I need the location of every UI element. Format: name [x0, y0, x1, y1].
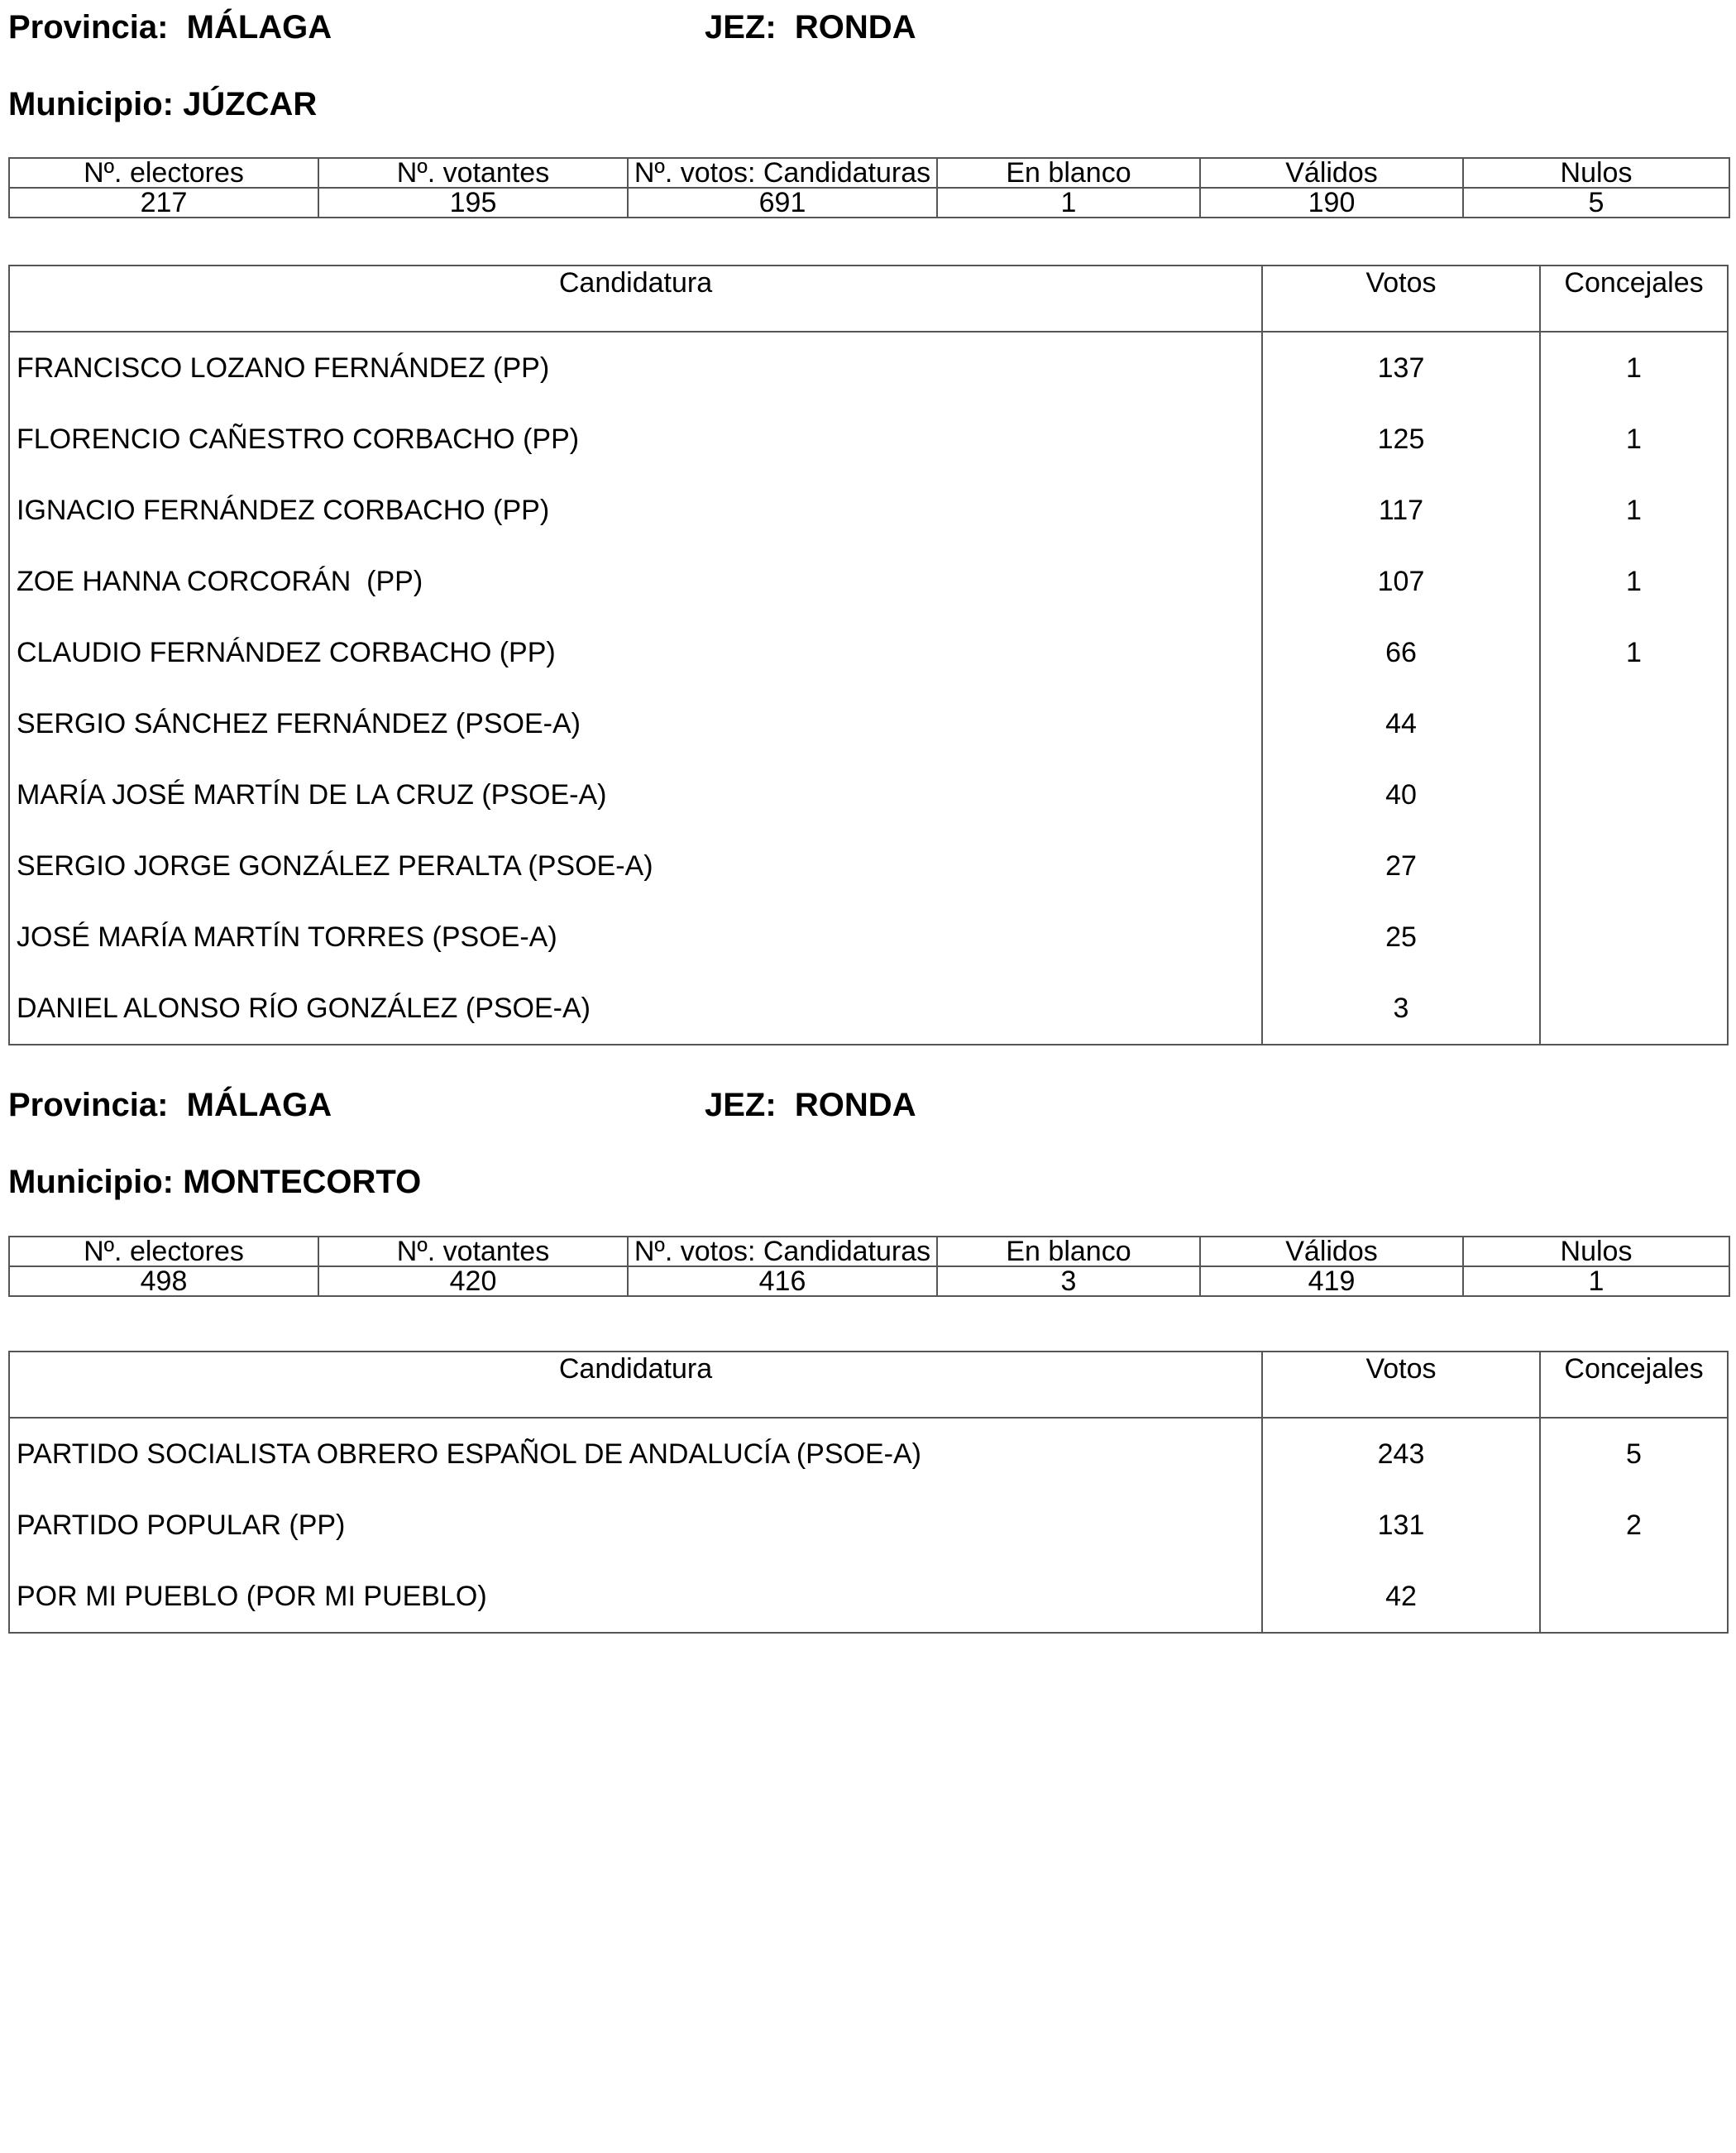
summary-value-cell: 190 [1200, 188, 1463, 218]
table-row [10, 759, 1727, 830]
summary-header-cell: Nº. electores [9, 158, 318, 188]
summary-header-cell: Nº. votos: Candidaturas [628, 158, 937, 188]
summary-value-cell: 498 [9, 1266, 318, 1296]
candidate-concejales: 2 [1626, 1509, 1642, 1541]
summary-value-cell: 217 [9, 188, 318, 218]
candidate-concejales [1541, 902, 1727, 973]
table-row [10, 902, 1727, 973]
candidate-concejales: 1 [1626, 637, 1642, 668]
candidate-votes: 44 [1263, 688, 1541, 759]
summary-header-cell: Nº. votantes [318, 158, 628, 188]
summary-table [8, 157, 1730, 218]
candidate-votes: 137 [1263, 333, 1541, 404]
candidate-name: PARTIDO POPULAR (PP) [10, 1490, 1263, 1561]
summary-value-cell: 420 [318, 1266, 628, 1296]
jez-line [705, 7, 916, 48]
summary-value-cell: 3 [937, 1266, 1200, 1296]
jez-value: RONDA [794, 1087, 916, 1123]
candidate-name: DANIEL ALONSO RÍO GONZÁLEZ (PSOE-A) [10, 973, 1263, 1044]
summary-value-cell: 419 [1200, 1266, 1463, 1296]
summary-value-cell: 691 [628, 188, 937, 218]
candidate-votes: 131 [1263, 1490, 1541, 1561]
candidatura-header: Candidatura [10, 266, 1263, 331]
candidate-concejales [1541, 973, 1727, 1044]
candidate-concejales [1541, 759, 1727, 830]
summary-header-cell: Nº. votos: Candidaturas [628, 1237, 937, 1266]
summary-table [8, 1236, 1730, 1297]
summary-header-cell: Válidos [1200, 1237, 1463, 1266]
summary-value-cell: 416 [628, 1266, 937, 1296]
provincia-label: Provincia: [8, 9, 169, 45]
summary-header-cell: Válidos [1200, 158, 1463, 188]
jez-value: RONDA [794, 9, 916, 45]
summary-header-cell: En blanco [937, 1237, 1200, 1266]
summary-value-cell: 5 [1463, 188, 1729, 218]
table-row [10, 333, 1727, 404]
summary-header-cell: Nulos [1463, 1237, 1729, 1266]
candidate-concejales: 1 [1626, 495, 1642, 526]
municipio-value: JÚZCAR [183, 86, 318, 122]
provincia-value: MÁLAGA [186, 1087, 332, 1123]
summary-value-row [9, 1266, 1729, 1296]
candidates-table [8, 265, 1729, 1045]
candidate-name: FRANCISCO LOZANO FERNÁNDEZ (PP) [10, 333, 1263, 404]
summary-header-cell: En blanco [937, 158, 1200, 188]
summary-header-cell: Nº. electores [9, 1237, 318, 1266]
table-row [10, 688, 1727, 759]
candidate-votes: 42 [1263, 1561, 1541, 1632]
votos-header: Votos [1263, 1352, 1541, 1417]
candidates-body [10, 333, 1727, 1044]
candidate-name: JOSÉ MARÍA MARTÍN TORRES (PSOE-A) [10, 902, 1263, 973]
candidate-name: FLORENCIO CAÑESTRO CORBACHO (PP) [10, 404, 1263, 475]
candidate-concejales: 1 [1626, 423, 1642, 455]
candidate-concejales [1541, 688, 1727, 759]
table-row [10, 1490, 1727, 1561]
municipio-label: Municipio: [8, 86, 174, 122]
candidate-name: POR MI PUEBLO (POR MI PUEBLO) [10, 1561, 1263, 1632]
candidate-concejales: 1 [1626, 566, 1642, 597]
candidate-concejales [1541, 1561, 1727, 1632]
provincia-label: Provincia: [8, 1087, 169, 1123]
summary-value-cell: 195 [318, 188, 628, 218]
candidate-votes: 117 [1263, 475, 1541, 546]
table-row [10, 1561, 1727, 1632]
candidate-votes: 243 [1263, 1419, 1541, 1490]
candidate-votes: 125 [1263, 404, 1541, 475]
table-row [10, 830, 1727, 902]
municipio-line [8, 84, 317, 125]
candidate-votes: 107 [1263, 546, 1541, 617]
jez-line [705, 1084, 916, 1126]
summary-header-row [9, 158, 1729, 188]
table-row [10, 404, 1727, 475]
candidate-name: PARTIDO SOCIALISTA OBRERO ESPAÑOL DE ANDALUCÍA (PSOE-A) [10, 1419, 1263, 1490]
candidates-table [8, 1351, 1729, 1634]
municipio-line [8, 1161, 421, 1203]
candidate-votes: 27 [1263, 830, 1541, 902]
candidate-votes: 40 [1263, 759, 1541, 830]
candidates-header-row [10, 1352, 1727, 1419]
candidate-concejales: 1 [1626, 352, 1642, 384]
candidate-name: CLAUDIO FERNÁNDEZ CORBACHO (PP) [10, 617, 1263, 688]
concejales-header: Concejales [1564, 267, 1704, 299]
votos-header: Votos [1263, 266, 1541, 331]
candidate-name: IGNACIO FERNÁNDEZ CORBACHO (PP) [10, 475, 1263, 546]
provincia-line [8, 7, 332, 48]
candidate-votes: 3 [1263, 973, 1541, 1044]
jez-label: JEZ: [705, 9, 777, 45]
candidate-votes: 66 [1263, 617, 1541, 688]
table-row [10, 546, 1727, 617]
candidate-name: MARÍA JOSÉ MARTÍN DE LA CRUZ (PSOE-A) [10, 759, 1263, 830]
jez-label: JEZ: [705, 1087, 777, 1123]
candidate-concejales [1541, 830, 1727, 902]
provincia-value: MÁLAGA [186, 9, 332, 45]
candidate-votes: 25 [1263, 902, 1541, 973]
table-row [10, 1419, 1727, 1490]
candidate-name: SERGIO SÁNCHEZ FERNÁNDEZ (PSOE-A) [10, 688, 1263, 759]
candidates-header-row [10, 266, 1727, 333]
table-row [10, 973, 1727, 1044]
candidate-name: ZOE HANNA CORCORÁN (PP) [10, 546, 1263, 617]
provincia-line [8, 1084, 332, 1126]
municipio-value: MONTECORTO [183, 1164, 422, 1200]
concejales-header: Concejales [1564, 1353, 1704, 1385]
table-row [10, 617, 1727, 688]
municipio-label: Municipio: [8, 1164, 174, 1200]
summary-header-cell: Nulos [1463, 158, 1729, 188]
candidatura-header: Candidatura [10, 1352, 1263, 1417]
candidates-body [10, 1419, 1727, 1632]
summary-header-row [9, 1237, 1729, 1266]
summary-value-cell: 1 [937, 188, 1200, 218]
summary-header-cell: Nº. votantes [318, 1237, 628, 1266]
candidate-name: SERGIO JORGE GONZÁLEZ PERALTA (PSOE-A) [10, 830, 1263, 902]
candidate-concejales: 5 [1626, 1438, 1642, 1470]
summary-value-cell: 1 [1463, 1266, 1729, 1296]
table-row [10, 475, 1727, 546]
summary-value-row [9, 188, 1729, 218]
